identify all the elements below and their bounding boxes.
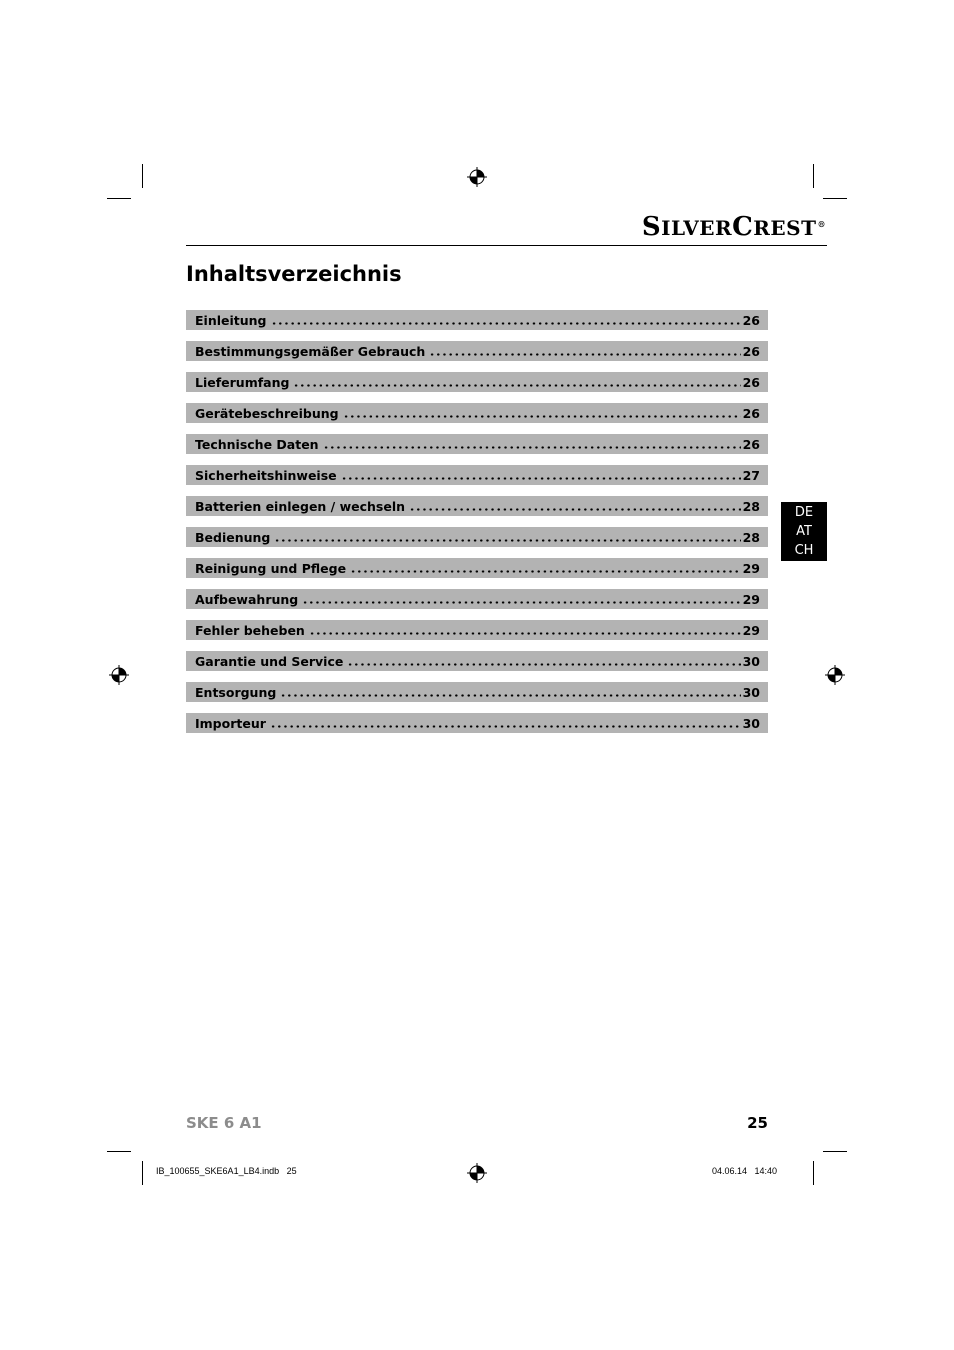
toc-entry[interactable] [186,620,768,640]
footer-model-number: SKE 6 A1 [186,1114,262,1132]
brand-initial-c: C [732,212,754,242]
crop-mark-bottom-left-vertical [142,1161,143,1185]
crop-mark-bottom-right-vertical [813,1161,814,1185]
toc-entry-page: 29 [742,622,760,638]
toc-leader-dots [270,725,741,728]
registration-mark-icon [467,167,487,187]
toc-entry-page: 26 [742,343,760,359]
toc-leader-dots [274,539,740,542]
toc-leader-dots [341,477,741,480]
toc-leader-dots [280,694,740,697]
toc-entry[interactable] [186,713,768,733]
toc-entry-page: 30 [742,715,760,731]
toc-leader-dots [343,415,741,418]
print-slug-date: 04.06.14 14:40 [711,1166,777,1176]
toc-entry-label: Entsorgung [195,684,277,700]
toc-entry[interactable] [186,589,768,609]
toc-entry[interactable] [186,465,768,485]
crop-mark-top-right-vertical [813,164,814,188]
toc-entry-label: Importeur [195,715,266,731]
toc-entry-page: 26 [742,374,760,390]
toc-entry[interactable] [186,651,768,671]
toc-leader-dots [271,322,741,325]
toc-entry-label: Aufbewahrung [195,591,299,607]
crop-mark-top-left-vertical [142,164,143,188]
toc-entry[interactable] [186,496,768,516]
toc-entry[interactable] [186,372,768,392]
language-code-at: AT [796,524,812,539]
toc-entry-page: 28 [742,498,760,514]
toc-leader-dots [293,384,740,387]
toc-entry[interactable] [186,341,768,361]
toc-leader-dots [429,353,740,356]
toc-entry-label: Sicherheitshinweise [195,467,337,483]
toc-entry[interactable] [186,558,768,578]
crop-mark-bottom-right-horizontal [823,1151,847,1152]
toc-entry-page: 30 [742,684,760,700]
language-code-ch: CH [794,543,814,558]
footer-page-number: 25 [747,1114,768,1132]
registration-mark-icon [467,1163,487,1183]
registered-trademark: ® [817,219,826,230]
toc-entry-page: 27 [742,467,760,483]
registration-mark-icon [109,665,129,685]
print-slug-file: IB_100655_SKE6A1_LB4.indb 25 [156,1166,297,1176]
toc-leader-dots [409,508,741,511]
toc-entry-label: Batterien einlegen / wechseln [195,498,406,514]
brand-text-rest: REST [753,216,817,240]
toc-leader-dots [347,663,740,666]
registration-mark-icon [825,665,845,685]
crop-mark-bottom-left-horizontal [107,1151,131,1152]
brand-logo [642,212,826,242]
toc-entry-page: 26 [742,436,760,452]
toc-entry-page: 29 [742,591,760,607]
language-code-de: DE [794,505,814,520]
toc-entry-page: 30 [742,653,760,669]
language-tab [781,502,827,561]
table-of-contents [186,310,768,744]
toc-entry-page: 28 [742,529,760,545]
toc-entry-label: Garantie und Service [195,653,344,669]
toc-leader-dots [350,570,741,573]
toc-entry-label: Einleitung [195,312,267,328]
toc-entry-page: 26 [742,405,760,421]
toc-entry-label: Bedienung [195,529,271,545]
toc-entry-label: Reinigung und Pflege [195,560,347,576]
brand-initial-s: S [641,212,662,242]
toc-leader-dots [309,632,741,635]
crop-mark-top-right-horizontal [823,198,847,199]
toc-entry-label: Lieferumfang [195,374,290,390]
brand-text-ilver: ILVER [661,216,733,240]
toc-entry-label: Bestimmungsgemäßer Gebrauch [195,343,426,359]
toc-entry-page: 29 [742,560,760,576]
toc-entry[interactable] [186,434,768,454]
crop-mark-top-left-horizontal [107,198,131,199]
toc-leader-dots [302,601,740,604]
toc-entry[interactable] [186,682,768,702]
page-title: Inhaltsverzeichnis [186,262,402,286]
toc-entry[interactable] [186,527,768,547]
header-rule [186,245,827,246]
toc-entry-label: Technische Daten [195,436,319,452]
toc-entry-label: Fehler beheben [195,622,305,638]
toc-entry-page: 26 [742,312,760,328]
toc-entry[interactable] [186,403,768,423]
toc-entry[interactable] [186,310,768,330]
toc-entry-label: Gerätebeschreibung [195,405,339,421]
toc-leader-dots [323,446,741,449]
